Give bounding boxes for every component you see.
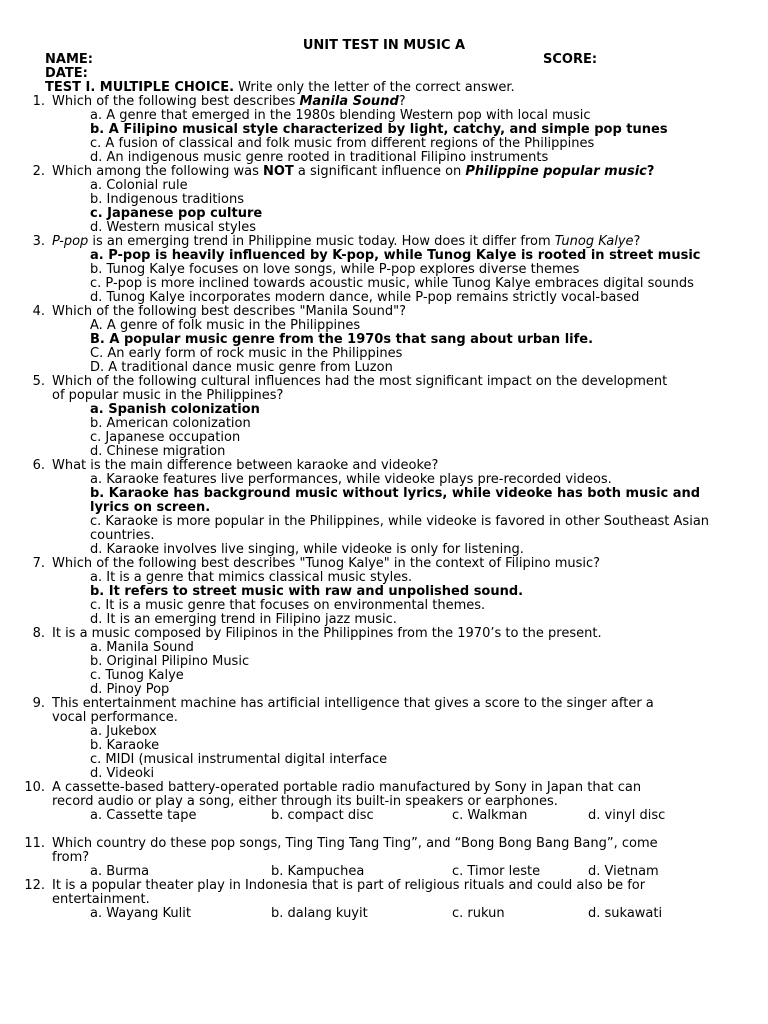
option-a: a. Cassette tape	[90, 808, 197, 823]
option-c-answer: c. Japanese pop culture	[90, 206, 263, 221]
question-text	[52, 165, 682, 179]
option-d: d. It is an emerging trend in Filipino jazz music.	[90, 612, 397, 627]
option-d: d. Chinese migration	[90, 444, 226, 459]
option-a-answer: a. Spanish colonization	[90, 402, 260, 417]
question-emphasis: P-pop	[52, 234, 89, 249]
question-8	[0, 627, 768, 641]
spacer	[0, 823, 768, 837]
option-a: a. Burma	[90, 864, 150, 879]
question-2	[0, 165, 768, 179]
option-c: c. Timor leste	[452, 864, 541, 879]
option-d: d. vinyl disc	[588, 808, 666, 823]
option-c: c. Karaoke is more popular in the Philippines, while videoke is favored in other Southeast Asian countries.	[90, 514, 710, 543]
question-number: 4.	[32, 304, 45, 319]
option-c: c. P-pop is more inclined towards acoustic music, while Tunog Kalye embraces digital sounds	[90, 276, 694, 291]
question-4	[0, 305, 768, 319]
question-number: 10.	[24, 780, 45, 795]
option-c: c. Walkman	[452, 808, 528, 823]
options-row	[0, 907, 768, 921]
question-text: This entertainment machine has artificial intelligence that gives a score to the singer after a vocal performance.	[52, 696, 654, 725]
option-a: a. Jukebox	[90, 724, 157, 739]
question-text: It is a popular theater play in Indonesia that is part of religious rituals and could also be for entertainment.	[52, 878, 646, 907]
question-text: What is the main difference between karaoke and videoke?	[52, 458, 439, 473]
option-d: d. Pinoy Pop	[90, 682, 170, 697]
option-c: c. rukun	[452, 906, 505, 921]
options-row	[0, 865, 768, 879]
question-3	[0, 235, 768, 249]
question-text: Which country do these pop songs, Ting Ting Tang Ting”, and “Bong Bong Bang Bang”, come from?	[52, 836, 658, 865]
options-row	[0, 809, 768, 823]
question-number: 5.	[32, 374, 45, 389]
question-text-part: ?	[646, 164, 655, 179]
question-number: 9.	[32, 696, 45, 711]
question-text	[52, 95, 682, 109]
question-11	[0, 837, 768, 865]
question-10	[0, 781, 768, 809]
question-text: A cassette-based battery-operated portable radio manufactured by Sony in Japan that can record audio or play a song, either through its built-in speakers or earphones.	[52, 780, 642, 809]
option-b: b. Karaoke	[90, 738, 160, 753]
option-b: b. Indigenous traditions	[90, 192, 244, 207]
option-d: d. Videoki	[90, 766, 155, 781]
name-label: NAME:	[45, 52, 93, 67]
question-6	[0, 459, 768, 473]
option-a: A. A genre of folk music in the Philippines	[90, 318, 361, 333]
option-c: c. Tunog Kalye	[90, 668, 184, 683]
option-a-answer: a. P-pop is heavily influenced by K-pop, while Tunog Kalye is rooted in street music	[90, 248, 701, 263]
question-number: 3.	[32, 234, 45, 249]
option-c: C. An early form of rock music in the Philippines	[90, 346, 403, 361]
question-text-part: a significant influence on	[293, 164, 466, 179]
question-emphasis: Philippine popular music	[465, 164, 647, 179]
date-label: DATE:	[45, 66, 88, 81]
option-b-answer: b. A Filipino musical style characterized by light, catchy, and simple pop tunes	[90, 122, 668, 137]
option-b: b. Kampuchea	[271, 864, 365, 879]
option-d: d. sukawati	[588, 906, 663, 921]
name-field	[0, 53, 768, 67]
option-a: a. Karaoke features live performances, while videoke plays pre-recorded videos.	[90, 472, 612, 487]
question-text-part: Which among the following was	[52, 164, 263, 179]
option-d: d. Vietnam	[588, 864, 659, 879]
option-b-answer: b. Karaoke has background music without lyrics, while videoke has both music and lyrics on screen.	[90, 486, 701, 515]
option-a: a. Wayang Kulit	[90, 906, 191, 921]
option-d: D. A traditional dance music genre from Luzon	[90, 360, 393, 375]
question-text: Which of the following best describes "Tunog Kalye" in the context of Filipino music?	[52, 556, 601, 571]
option-d: d. Tunog Kalye incorporates modern dance, while P-pop remains strictly vocal-based	[90, 290, 640, 305]
question-text-part: ?	[633, 234, 641, 249]
option-d: d. Karaoke involves live singing, while videoke is only for listening.	[90, 542, 524, 557]
question-text: It is a music composed by Filipinos in the Philippines from the 1970’s to the present.	[52, 626, 602, 641]
question-number: 12.	[24, 878, 45, 893]
option-a: a. Manila Sound	[90, 640, 194, 655]
question-9	[0, 697, 768, 725]
option-b: b. Original Pilipino Music	[90, 654, 250, 669]
option-c: c. A fusion of classical and folk music from different regions of the Philippines	[90, 136, 595, 151]
question-number: 6.	[32, 458, 45, 473]
question-text-part: Which of the following best describes	[52, 94, 300, 109]
option-b: b. compact disc	[271, 808, 374, 823]
question-number: 7.	[32, 556, 45, 571]
option-c: c. Japanese occupation	[90, 430, 241, 445]
option-a: a. It is a genre that mimics classical music styles.	[90, 570, 413, 585]
question-text: Which of the following best describes "Manila Sound"?	[52, 304, 407, 319]
option-c: c. MIDI (musical instrumental digital interface	[90, 752, 388, 767]
option-c: c. It is a music genre that focuses on environmental themes.	[90, 598, 486, 613]
question-text	[52, 235, 682, 249]
question-text-part: ?	[398, 94, 406, 109]
score-label: SCORE:	[543, 52, 598, 67]
option-a: a. A genre that emerged in the 1980s blending Western pop with local music	[90, 108, 591, 123]
section-instruction: Write only the letter of the correct answer.	[234, 80, 515, 95]
option-b-answer: B. A popular music genre from the 1970s that sang about urban life.	[90, 332, 594, 347]
option-b-answer: b. It refers to street music with raw and unpolished sound.	[90, 584, 524, 599]
question-number: 1.	[32, 94, 45, 109]
question-7	[0, 557, 768, 571]
option-a: a. Colonial rule	[90, 178, 188, 193]
question-emphasis: Manila Sound	[299, 94, 399, 109]
question-emphasis: Tunog Kalye	[554, 234, 634, 249]
option-b: b. Tunog Kalye focuses on love songs, while P-pop explores diverse themes	[90, 262, 580, 277]
section-heading	[0, 81, 768, 95]
option-d: d. Western musical styles	[90, 220, 257, 235]
option-b: b. dalang kuyit	[271, 906, 368, 921]
option-d: d. An indigenous music genre rooted in traditional Filipino instruments	[90, 150, 549, 165]
question-number: 8.	[32, 626, 45, 641]
question-number: 2.	[32, 164, 45, 179]
question-1	[0, 95, 768, 109]
option-b: b. American colonization	[90, 416, 251, 431]
question-number: 11.	[24, 836, 45, 851]
question-5	[0, 375, 768, 403]
page-title: UNIT TEST IN MUSIC A	[302, 38, 466, 53]
question-strong: NOT	[262, 164, 294, 179]
question-text-part: is an emerging trend in Philippine music today. How does it differ from	[88, 234, 555, 249]
section-label: TEST I. MULTIPLE CHOICE.	[45, 80, 235, 95]
question-text: Which of the following cultural influences had the most significant impact on the development of popular music in the Philippines?	[52, 374, 668, 403]
question-12	[0, 879, 768, 907]
